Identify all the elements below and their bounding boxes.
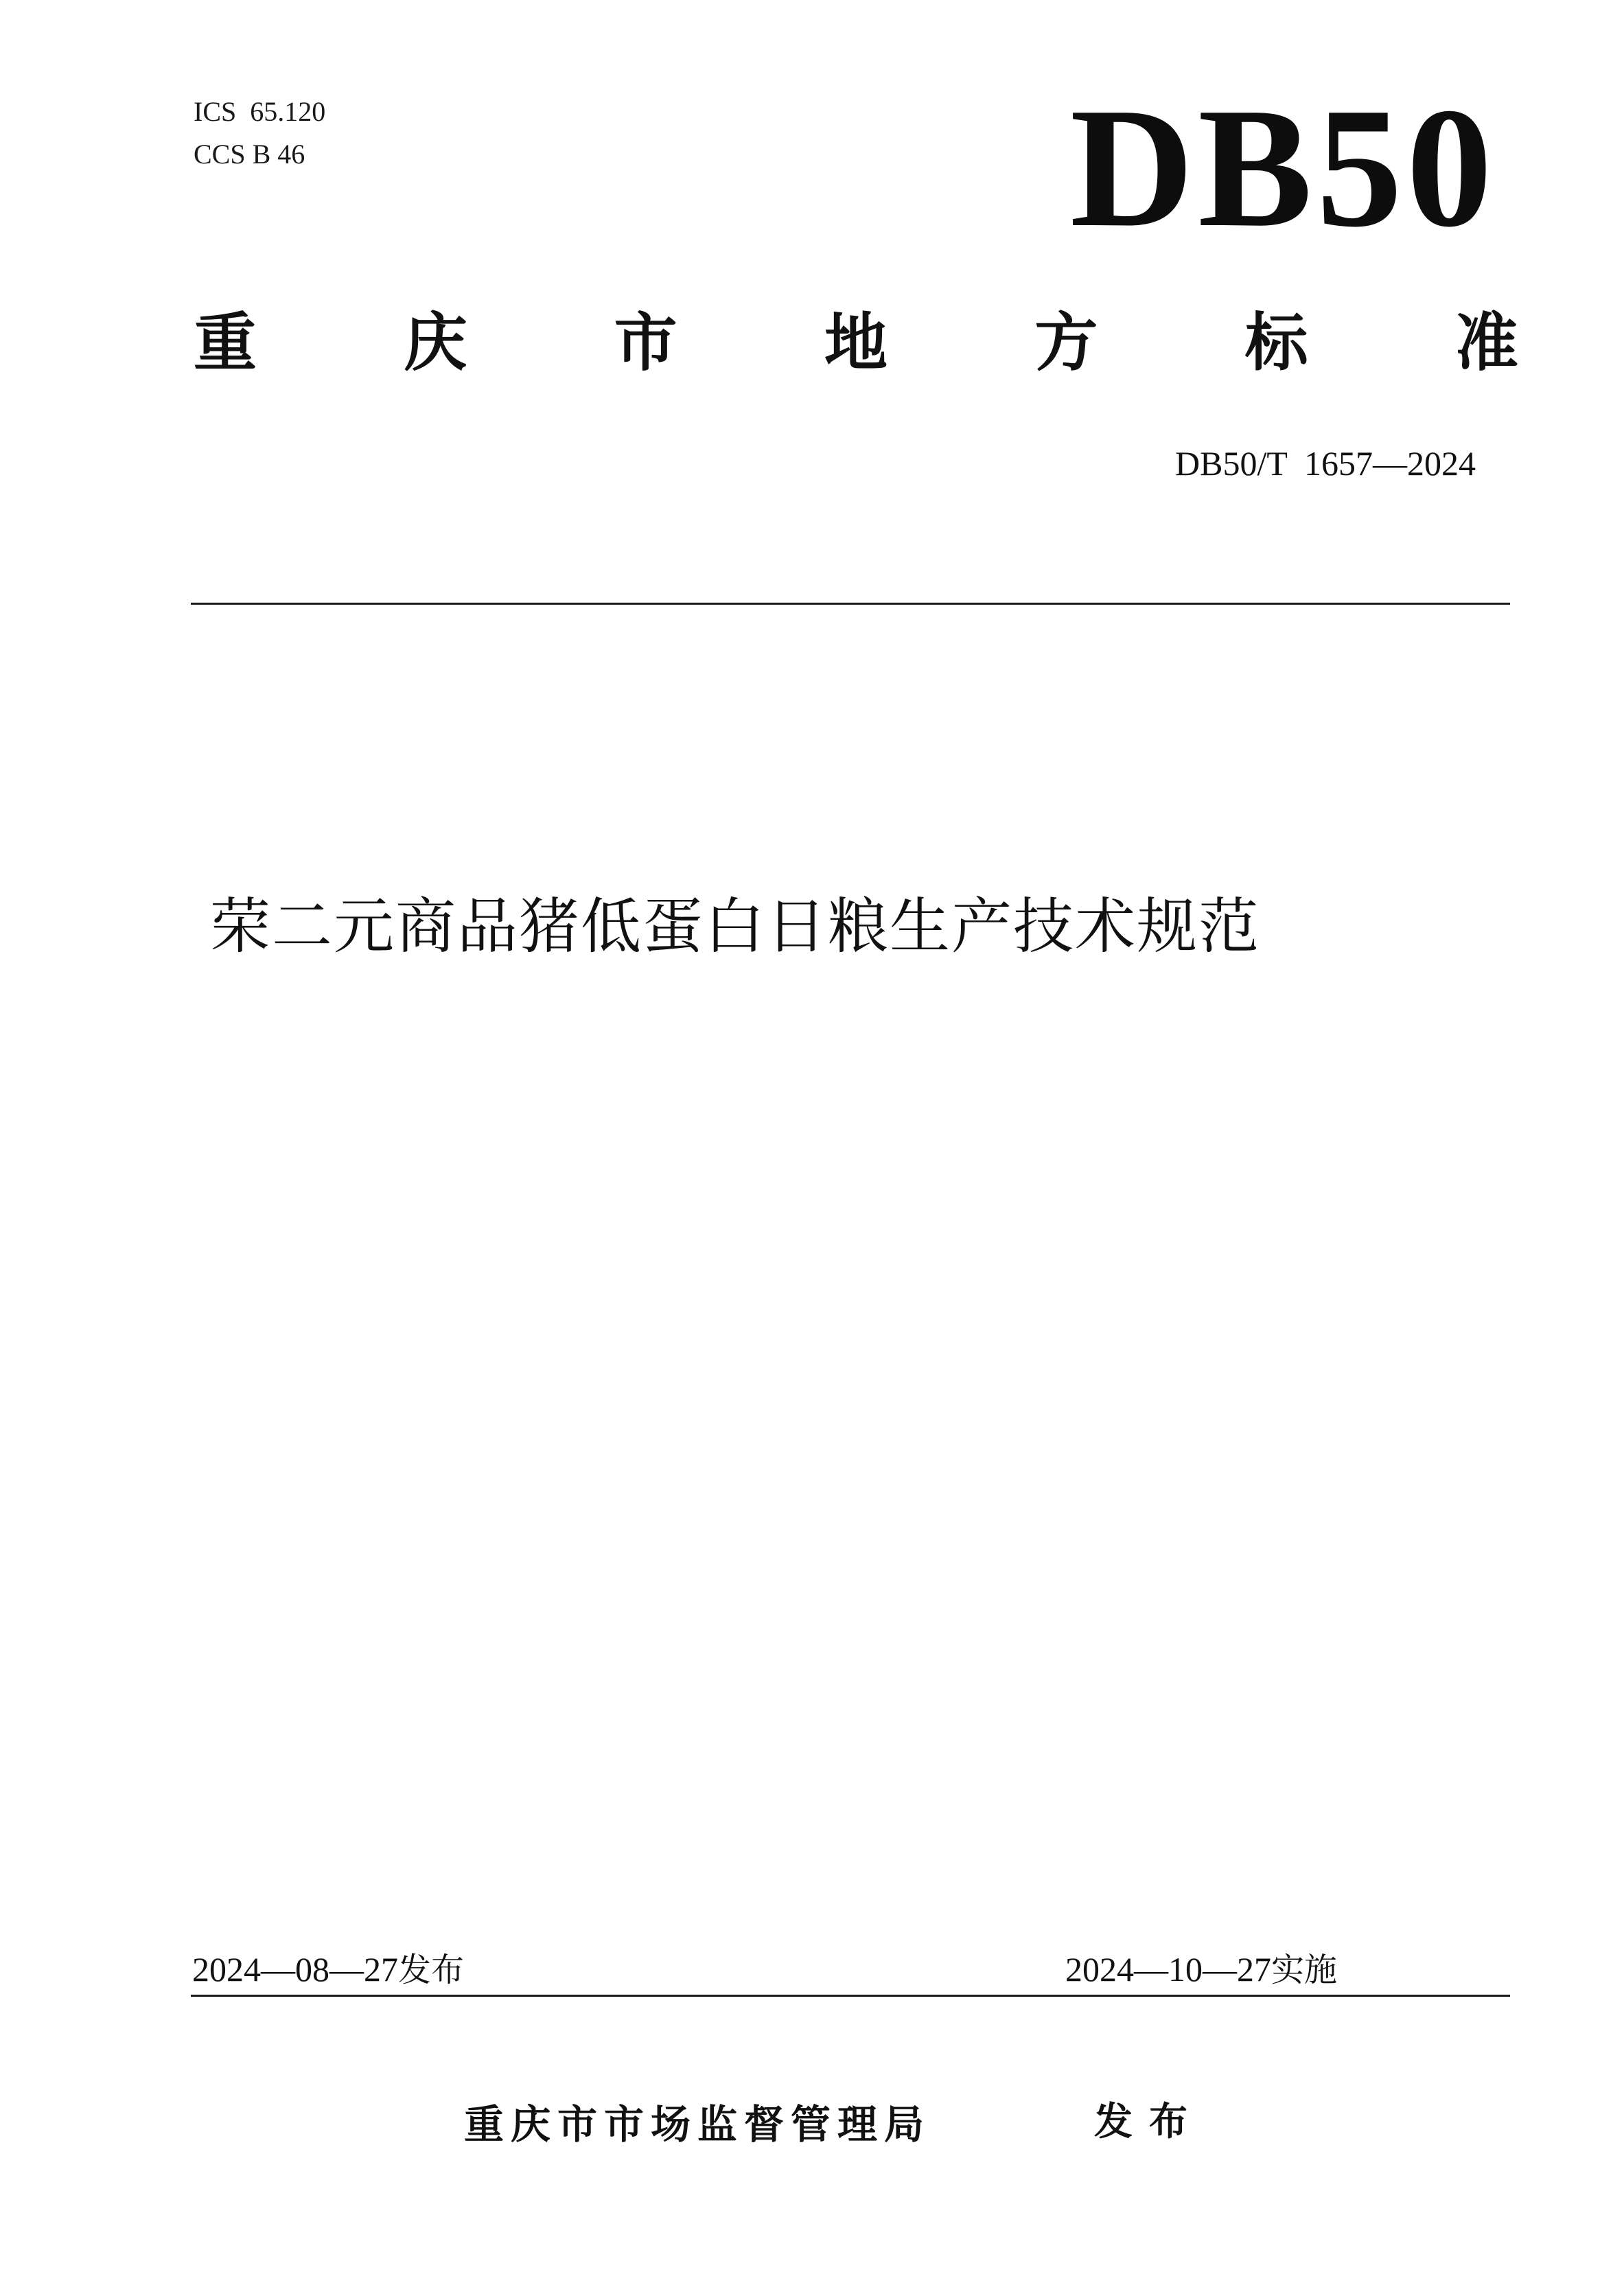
- standard-type-char: 标: [1244, 306, 1308, 380]
- standard-type-char: 准: [1454, 306, 1518, 380]
- standard-type-char: 重: [194, 306, 257, 380]
- implement-date-line: [1065, 1945, 1337, 1994]
- publisher-name: 重庆市市场监督管理局: [464, 2101, 931, 2148]
- standard-type-heading: [194, 302, 1518, 384]
- standard-type-char: 地: [824, 306, 888, 380]
- standard-type-char: 方: [1034, 306, 1098, 380]
- bottom-divider: [191, 1995, 1510, 1997]
- issue-date: 2024—08—27: [192, 1950, 398, 1988]
- ics-code: ICS 65.120: [194, 96, 326, 127]
- implement-date: 2024—10—27: [1065, 1950, 1271, 1988]
- ccs-code: CCS B 46: [194, 139, 305, 170]
- document-title: 荣二元商品猪低蛋白日粮生产技术规范: [210, 891, 1261, 962]
- standard-type-char: 庆: [404, 306, 467, 380]
- issue-date-line: [192, 1945, 464, 1994]
- classification-codes: [194, 91, 325, 176]
- implement-label: 实施: [1271, 1951, 1338, 1989]
- db50-logo: DB50: [1069, 73, 1496, 263]
- standard-type-char: 市: [614, 306, 677, 380]
- standard-number: DB50/T 1657—2024: [1175, 444, 1476, 483]
- publish-word: 发布: [1094, 2100, 1204, 2144]
- issue-label: 发布: [398, 1951, 465, 1989]
- top-divider: [191, 603, 1510, 605]
